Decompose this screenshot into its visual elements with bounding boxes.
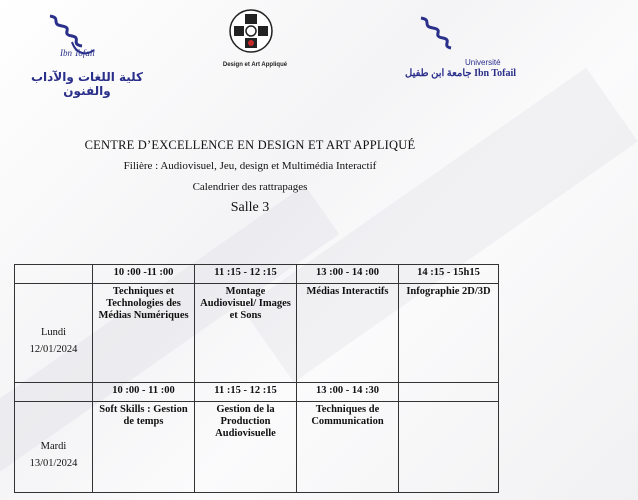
time-slot: 11 :15 - 12 :15 (195, 383, 297, 402)
center-logo-icon (228, 8, 274, 54)
course-cell (399, 402, 499, 493)
room-label: Salle 3 (230, 200, 270, 215)
university-name: جامعة ابن طفيل Ibn Tofail (405, 68, 517, 79)
center-logo-caption: Design et Art Appliqué (222, 62, 288, 68)
course-cell: Infographie 2D/3D (399, 284, 499, 383)
course-cell: Soft Skills : Gestion de temps (93, 402, 195, 493)
empty-cell (15, 383, 93, 402)
day-row (15, 284, 499, 383)
course-cell: Techniques de Communication (297, 402, 399, 493)
day-date: 13/01/2024 (29, 458, 78, 469)
empty-cell (15, 265, 93, 284)
center-title: CENTRE D’EXCELLENCE EN DESIGN ET ART APPLIQUÉ (84, 138, 416, 152)
faculty-name-arabic: كلية اللغات والآداب والفنون (30, 70, 144, 98)
faculty-logo (12, 8, 162, 98)
faculty-brand: Ibn Tofail (60, 48, 95, 58)
university-emblem-icon (415, 14, 455, 64)
course-cell: Gestion de la Production Audiovisuelle (195, 402, 297, 493)
time-slot: 14 :15 - 15h15 (399, 265, 499, 284)
time-slot-row (15, 383, 499, 402)
time-slot (399, 383, 499, 402)
day-cell (15, 284, 93, 383)
time-slot: 13 :00 - 14 :30 (297, 383, 399, 402)
day-row (15, 402, 499, 493)
course-cell: Médias Interactifs (297, 284, 399, 383)
time-slot: 10 :00 - 11 :00 (93, 383, 195, 402)
time-slot: 10 :00 -11 :00 (93, 265, 195, 284)
day-date: 12/01/2024 (29, 344, 78, 355)
day-cell (15, 402, 93, 493)
course-cell: Techniques et Technologies des Médias Numériques (93, 284, 195, 383)
day-name: Lundi (40, 327, 67, 339)
calendar-title: Calendrier des rattrapages (192, 181, 308, 193)
time-slot: 13 :00 - 14 :00 (297, 265, 399, 284)
university-logo (405, 14, 517, 84)
time-slot-row (15, 265, 499, 284)
course-cell: Montage Audiovisuel/ Images et Sons (195, 284, 297, 383)
university-label: Université (465, 58, 501, 67)
time-slot: 11 :15 - 12 :15 (195, 265, 297, 284)
program-line: Filière : Audiovisuel, Jeu, design et Multimédia Interactif (123, 160, 377, 172)
day-name: Mardi (40, 441, 67, 453)
schedule-table (14, 264, 499, 493)
